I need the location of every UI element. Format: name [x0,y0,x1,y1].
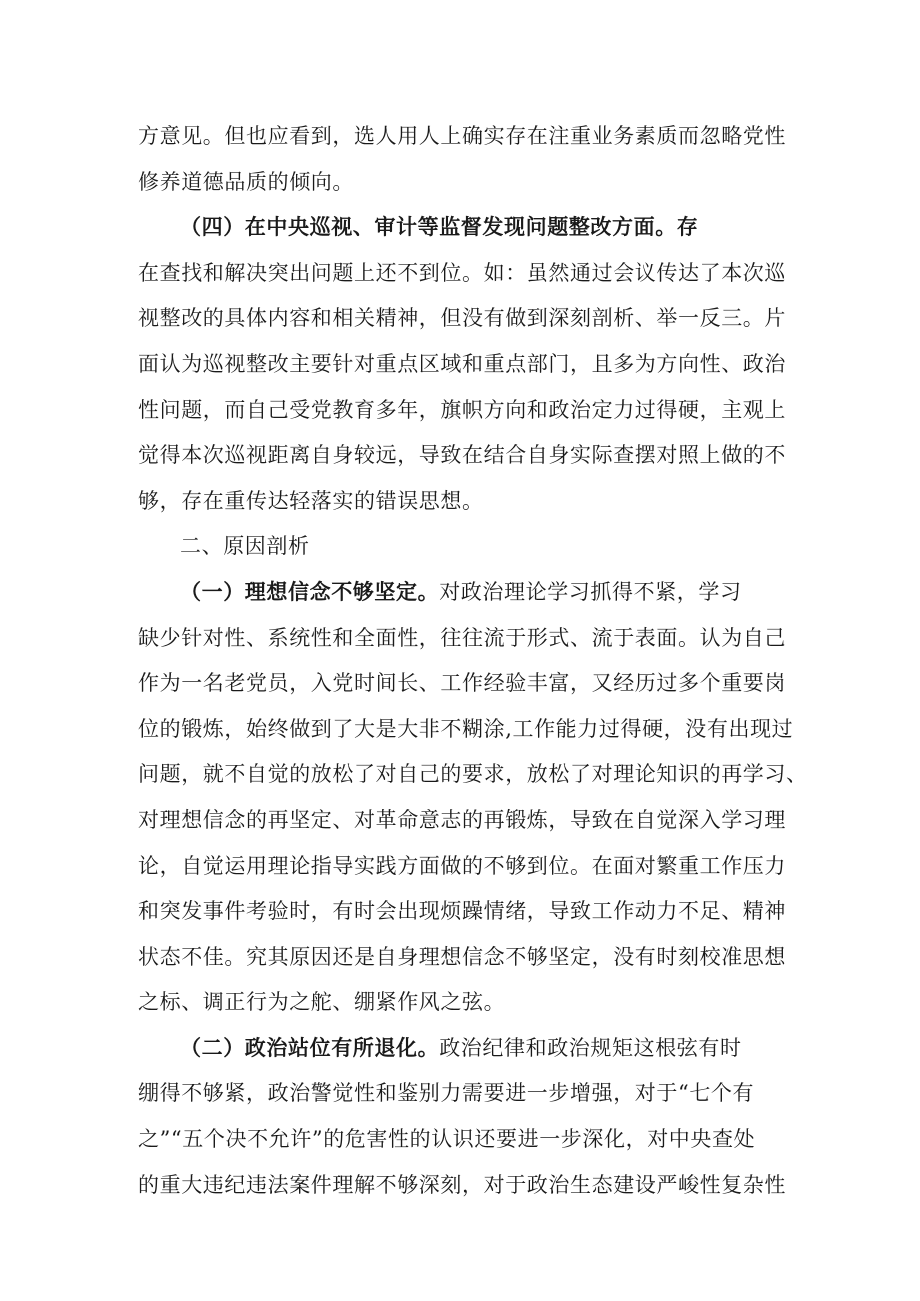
paragraph-heading: （四）在中央巡视、审计等监督发现问题整改方面。存 [180,215,699,240]
paragraph-heading: （二）政治站位有所退化。 [180,1035,440,1060]
paragraph-heading: （一）理想信念不够坚定。 [180,579,440,604]
text-line: 面认为巡视整改主要针对重点区域和重点部门，且多为方向性、政治 [138,351,786,376]
text-line: 方意见。但也应看到，选人用人上确实存在注重业务素质而忽略党性 [138,124,786,148]
paragraph-inspection-rectification [138,205,788,524]
text-line: 缺少针对性、系统性和全面性，往往流于形式、流于表面。认为自己 [138,625,786,650]
paragraph-ideals-beliefs [138,570,808,1026]
text-line: 够，存在重传达轻落实的错误思想。 [138,488,484,513]
text-line: 在查找和解决突出问题上还不到位。如：虽然通过会议传达了本次巡 [138,260,786,285]
paragraph-continuation [138,114,788,205]
paragraph-first-line-text: 政治纪律和政治规矩这根弦有时 [439,1035,742,1060]
text-line: 之标、调正行为之舵、绷紧作风之弦。 [138,990,506,1015]
text-line: 性问题，而自己受党教育多年，旗帜方向和政治定力过得硬，主观上 [138,397,786,422]
paragraph-political-stance [138,1026,788,1208]
document-body [138,114,808,1208]
text-line: 绷得不够紧，政治警觉性和鉴别力需要进一步增强，对于“七个有 [138,1081,755,1106]
text-line: 和突发事件考验时，有时会出现烦躁情绪，导致工作动力不足、精神 [138,899,786,924]
section-title: 二、原因剖析 [180,534,310,559]
text-line: 的重大违纪违法案件理解不够深刻，对于政治生态建设严峻性复杂性 [138,1172,786,1197]
paragraph-first-line [138,1026,788,1072]
paragraph-first-line [138,570,788,616]
text-line: 视整改的具体内容和相关精神，但没有做到深刻剖析、举一反三。片 [138,306,786,331]
text-line: 问题，就不自觉的放松了对自己的要求，放松了对理论知识的再学习、 [138,762,808,787]
paragraph-first-line-text: 对政治理论学习抓得不紧，学习 [439,579,742,604]
section-title-line [138,524,788,570]
text-line: 位的锻炼，始终做到了大是大非不糊涂,工作能力过得硬，没有出现过 [138,716,794,741]
paragraph-heading-line [138,205,788,251]
text-line: 修养道德品质的倾向。 [138,169,354,194]
text-line: 觉得本次巡视距离自身较远，导致在结合自身实际查摆对照上做的不 [138,443,786,468]
text-line: 状态不佳。究其原因还是自身理想信念不够坚定，没有时刻校准思想 [138,944,786,969]
text-line: 之”“五个决不允许”的危害性的认识还要进一步深化，对中央查处 [138,1127,756,1152]
text-line: 对理想信念的再坚定、对革命意志的再锻炼，导致在自觉深入学习理 [138,807,786,832]
text-line: 论，自觉运用理论指导实践方面做的不够到位。在面对繁重工作压力 [138,853,786,878]
text-line: 作为一名老党员，入党时间长、工作经验丰富，又经历过多个重要岗 [138,671,786,696]
